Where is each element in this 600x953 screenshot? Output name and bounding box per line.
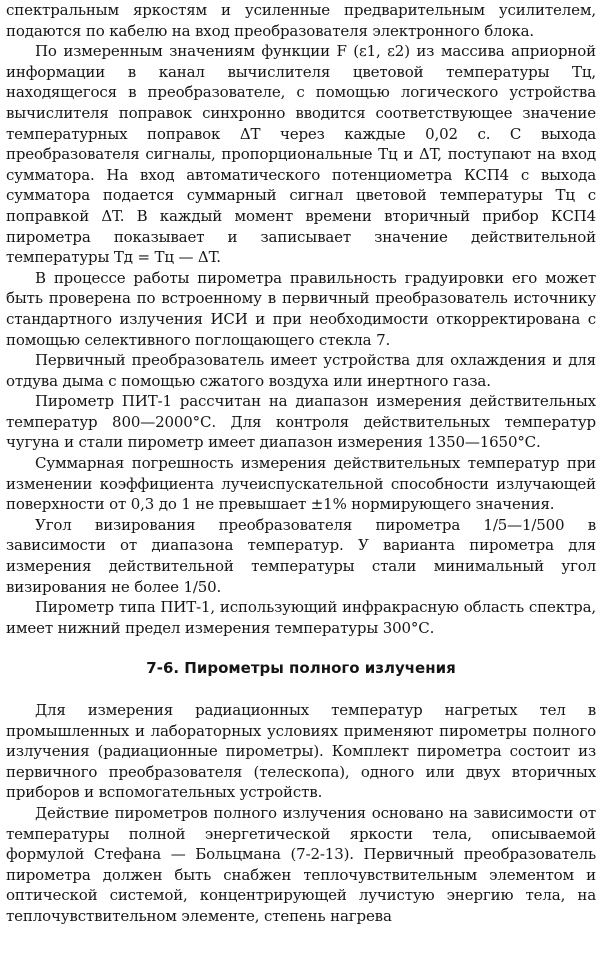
paragraph-range: Пирометр ПИТ-1 рассчитан на диапазон измерения действительных температур 800—2000°С. Для контроля действительных температур чугуна и стали пирометр имеет диапазон измерения 1350—1650°С. <box>6 392 596 452</box>
paragraph-error: Суммарная погрешность измерения действительных температур при изменении коэффициента лучеиспускательной способности излучающей поверхности от 0,3 до 1 не превышает ±1% нормирующего значения. <box>6 454 596 514</box>
section-heading: 7-6. Пирометры полного излучения <box>146 659 456 678</box>
paragraph-stefan-boltzmann: Действие пирометров полного излучения основано на зависимости от температуры полной энергетической яркости тела, описываемой формулой Стефана — Больцмана (7-2-13). Первичный преобразователь пирометра должен быть снабжен теплочувствительным элементом и оптической системой, концентрирующей лучистую энергию тела, на теплочувствительном элементе, степень нагрева <box>6 803 596 925</box>
paragraph-sighting-angle: Угол визирования преобразователя пирометра 1/5—1/500 в зависимости от диапазона температур. У варианта пирометра для измерения действительной температуры стали минимальный угол визирования не более 1/50. <box>6 515 596 596</box>
document-page <box>6 0 596 953</box>
paragraph-continuation: спектральным яркостям и усиленные предварительным усилителем, подаются по кабелю на вход преобразователя электронного блока. <box>6 1 596 40</box>
paragraph-lower-limit: Пирометр типа ПИТ-1, использующий инфракрасную область спектра, имеет нижний предел измерения температуры 300°С. <box>6 598 596 637</box>
paragraph-cooling: Первичный преобразователь имеет устройства для охлаждения и для отдува дыма с помощью сжатого воздуха или инертного газа. <box>6 351 596 390</box>
paragraph-calibration-check: В процессе работы пирометра правильность градуировки его может быть проверена по встроенному в первичный преобразователь источнику стандартного излучения ИСИ и при необходимости откорректирована с помощью селективного поглощающего стекла 7. <box>6 268 596 349</box>
paragraph-signal-processing: По измеренным значениям функции F (ε1, ε2) из массива априорной информации в канал вычислителя цветовой температуры Tц, находящегося в преобразователе, с помощью логического устройства вычислителя поправок синхронно вводится соответствующее значение температурных поправок ΔT через каждые 0,02 с. С выхода преобразователя сигналы, пропорциональные Tц и ΔT, поступают на вход сумматора. На вход автоматического потенциометра КСП4 с выхода сумматора подается суммарный сигнал цветовой температуры Tц с поправкой ΔT. В каждый момент времени вторичный прибор КСП4 пирометра показывает и записывает значение действительной температуры Tд = Tц — ΔT. <box>6 42 596 267</box>
paragraph-radiation-pyrometers: Для измерения радиационных температур нагретых тел в промышленных и лабораторных условиях применяют пирометры полного излучения (радиационные пирометры). Комплект пирометра состоит из первичного преобразователя (телескопа), одного или двух вторичных приборов и вспомогательных устройств. <box>6 701 596 802</box>
